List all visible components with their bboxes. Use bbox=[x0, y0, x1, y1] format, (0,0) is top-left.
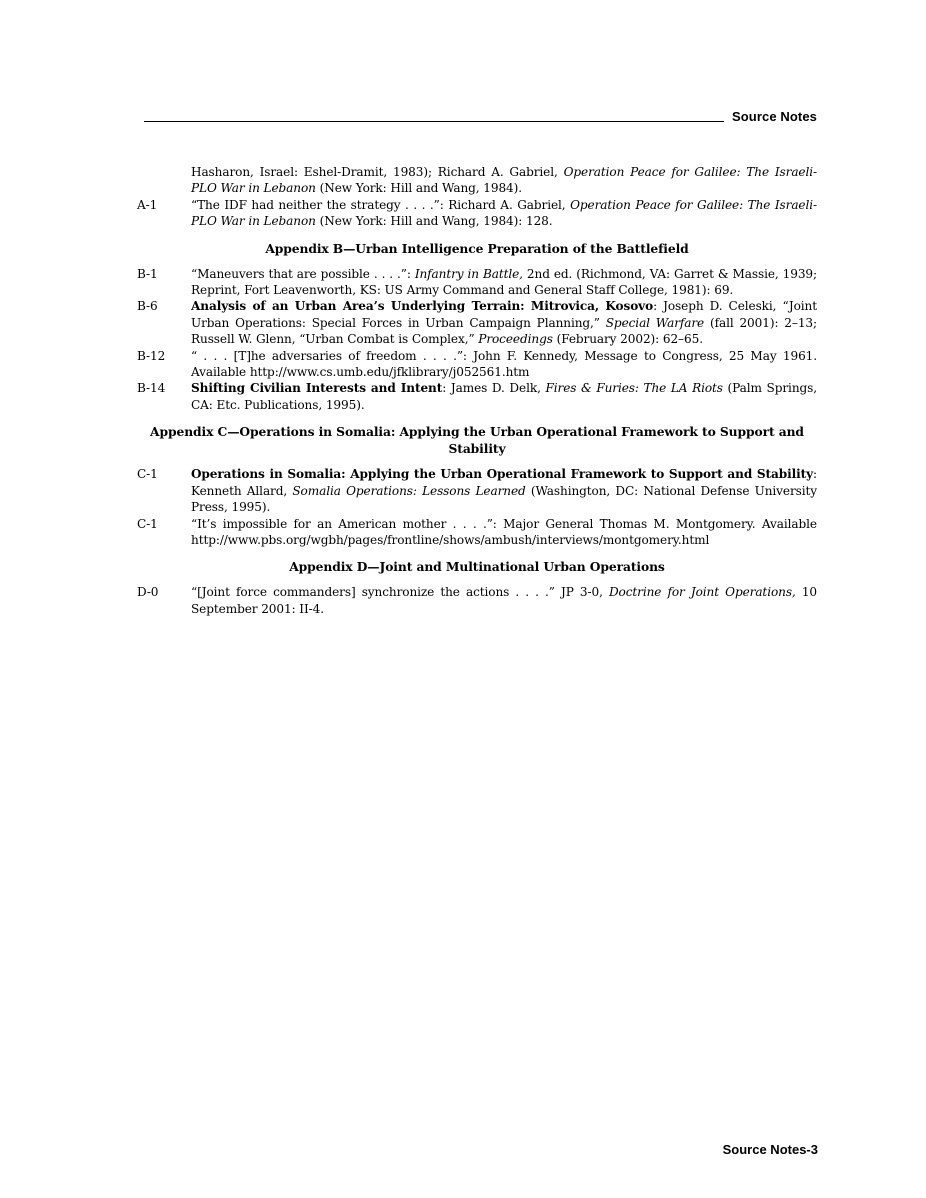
note-segment: (Washington, DC: National Defense University Press, 1995). bbox=[191, 483, 817, 515]
note-entry bbox=[137, 266, 817, 299]
note-segment: : Joseph D. Celeski, “Joint Urban Operations: Special Forces in Urban Campaign Planning,” bbox=[191, 299, 817, 330]
note-number: B-12 bbox=[137, 348, 166, 363]
source-notes-body bbox=[137, 164, 817, 617]
note-number: C-1 bbox=[137, 467, 158, 482]
bold-topic: Operations in Somalia: Applying the Urban Operational Framework to Support and Stability bbox=[191, 467, 814, 482]
note-segment: “The IDF had neither the strategy . . . .”: Richard A. Gabriel, bbox=[191, 197, 571, 212]
note-text bbox=[191, 466, 817, 515]
note-entry bbox=[137, 584, 817, 617]
header-rule bbox=[144, 121, 724, 122]
note-segment: (February 2002): 62–65. bbox=[552, 332, 703, 347]
note-segment: (fall 2001): 2–13; Russell W. Glenn, “Urban Combat is Complex,” bbox=[191, 315, 817, 347]
section-heading-appendix-c: Appendix C—Operations in Somalia: Applying the Urban Operational Framework to Support and Stability bbox=[150, 424, 804, 457]
note-segment: “It’s impossible for an American mother . . . .”: Major General Thomas M. Montgomery. Available http://www.pbs.org/wgbh/pages/frontline/shows/ambush/interviews/montgomery.html bbox=[191, 516, 817, 547]
note-segment: (New York: Hill and Wang, 1984): 128. bbox=[315, 214, 553, 229]
section-heading-appendix-b: Appendix B—Urban Intelligence Preparation of the Battlefield bbox=[265, 240, 689, 256]
note-segment: (New York: Hill and Wang, 1984). bbox=[315, 181, 523, 196]
note-segment: (Palm Springs, CA: Etc. Publications, 1995). bbox=[191, 381, 817, 412]
note-segment: : Kenneth Allard, bbox=[191, 467, 817, 498]
running-header: Source Notes bbox=[731, 109, 817, 124]
bold-topic: Analysis of an Urban Area’s Underlying Terrain: Mitrovica, Kosovo bbox=[191, 299, 654, 314]
section-heading-appendix-d: Appendix D—Joint and Multinational Urban Operations bbox=[289, 559, 665, 575]
note-entry bbox=[137, 298, 817, 347]
note-segment: “ . . . [T]he adversaries of freedom . . . .”: John F. Kennedy, Message to Congress, 25 May 1961. Available http://www.cs.umb.edu/jfklibrary/j052561.htm bbox=[191, 348, 817, 380]
continued-note bbox=[137, 164, 817, 197]
italic-title: Fires & Furies: The LA Riots bbox=[545, 381, 723, 396]
italic-title: Somalia Operations: Lessons Learned bbox=[292, 483, 526, 498]
note-entry bbox=[137, 348, 817, 381]
note-entry bbox=[137, 516, 817, 549]
italic-title: Operation Peace for Galilee: The Israeli-PLO War in Lebanon bbox=[191, 165, 818, 196]
italic-title: Infantry in Battle, bbox=[414, 266, 523, 281]
note-segment: Hasharon, Israel: Eshel-Dramit, 1983); Richard A. Gabriel, bbox=[191, 165, 564, 179]
italic-title: Doctrine for Joint Operations, bbox=[608, 585, 796, 600]
note-number: B-6 bbox=[137, 299, 158, 314]
note-segment: “Maneuvers that are possible . . . .”: bbox=[191, 266, 415, 281]
note-text bbox=[191, 197, 817, 230]
italic-title: Proceedings bbox=[478, 332, 553, 347]
note-segment: “[Joint force commanders] synchronize the actions . . . .” JP 3-0, bbox=[191, 585, 609, 600]
note-segment: : James D. Delk, bbox=[442, 381, 546, 396]
note-number: A-1 bbox=[137, 197, 158, 212]
note-number: B-14 bbox=[137, 381, 166, 396]
italic-title: Operation Peace for Galilee: The Israeli-PLO War in Lebanon bbox=[191, 197, 818, 229]
bold-topic: Shifting Civilian Interests and Intent bbox=[191, 381, 443, 396]
appendix-d-notes bbox=[137, 584, 817, 617]
appendix-b-notes bbox=[137, 266, 817, 414]
note-entry bbox=[137, 466, 817, 515]
note-a-1 bbox=[137, 197, 817, 230]
page-number: Source Notes-3 bbox=[722, 1142, 818, 1157]
appendix-c-notes bbox=[137, 466, 817, 548]
note-text bbox=[191, 266, 817, 299]
note-number: B-1 bbox=[137, 266, 158, 281]
note-number: C-1 bbox=[137, 516, 158, 531]
note-entry bbox=[137, 380, 817, 413]
note-text bbox=[191, 298, 817, 347]
note-text bbox=[137, 164, 817, 197]
note-text bbox=[191, 380, 817, 413]
note-number: D-0 bbox=[137, 585, 159, 600]
note-segment: 10 September 2001: II-4. bbox=[191, 585, 818, 616]
note-text bbox=[191, 348, 817, 381]
note-text bbox=[191, 584, 817, 617]
note-segment: 2nd ed. (Richmond, VA: Garret & Massie, 1939; Reprint, Fort Leavenworth, KS: US Army Command and General Staff College, 1981): 69. bbox=[191, 266, 817, 298]
italic-title: Special Warfare bbox=[605, 315, 705, 330]
note-text bbox=[191, 516, 817, 549]
